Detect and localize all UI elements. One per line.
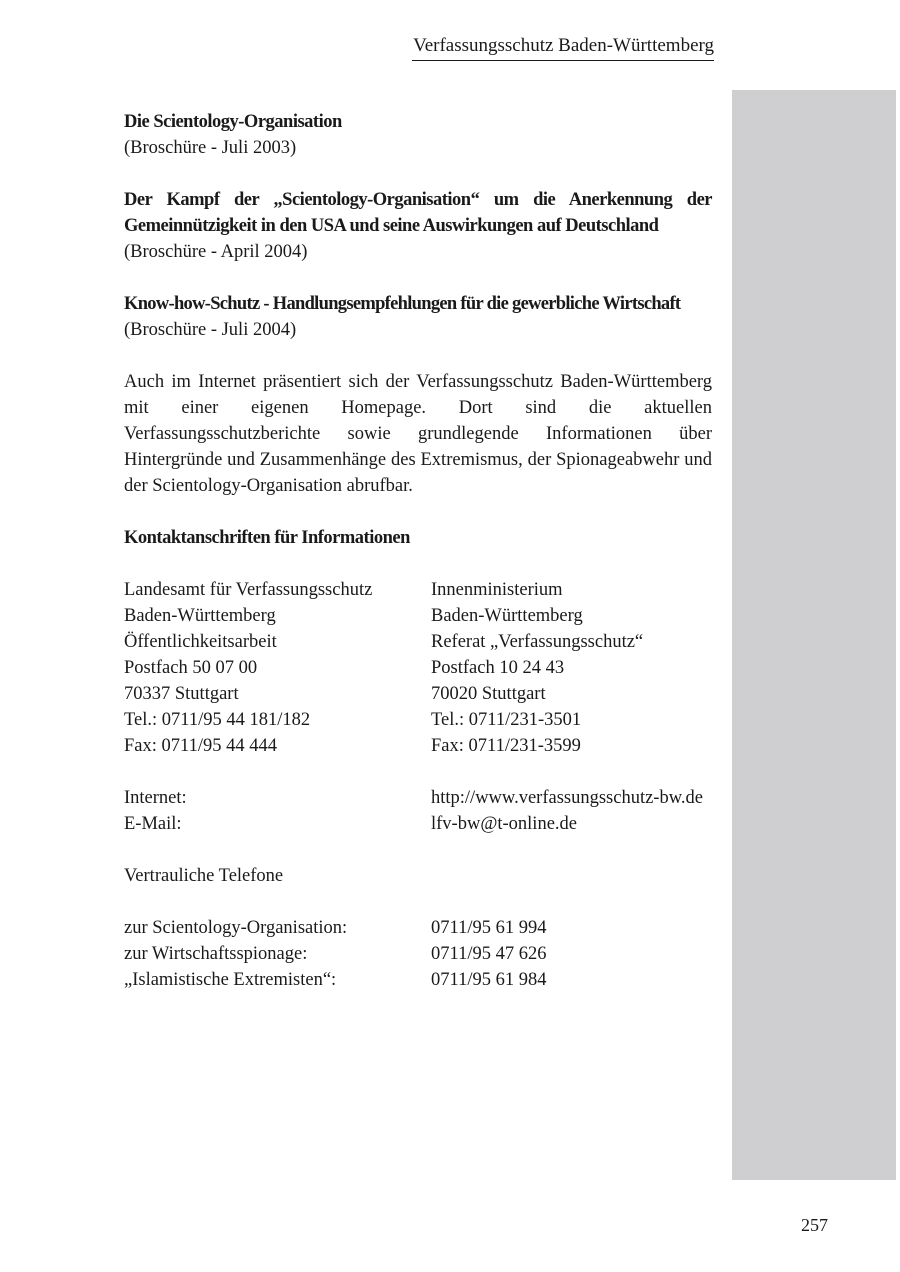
address-left-line: Baden-Württemberg — [124, 606, 276, 626]
internet-paragraph: Auch im Internet präsentiert sich der Verfassungsschutz Baden-Württemberg mit einer eigenen Homepage. Dort sind die aktuellen Verfassungsschutzberichte sowie grundlegende Informationen über Hintergründe und Zusammenhänge des Extremismus, der Spionageabwehr und der Scientology-Organisation abrufbar. — [124, 372, 712, 496]
spacer — [124, 889, 712, 915]
running-header: Verfassungsschutz Baden-Württemberg — [413, 35, 714, 56]
header-rule — [412, 60, 714, 61]
address-right-line: Referat „Verfassungsschutz“ — [431, 632, 644, 652]
publication-subtitle: (Broschüre - April 2004) — [124, 242, 308, 262]
address-left-line: Öffentlichkeitsarbeit — [124, 632, 277, 652]
online-row — [124, 785, 712, 811]
hotline-number: 0711/95 61 994 — [431, 918, 547, 938]
page-content — [124, 109, 712, 993]
page-number: 257 — [801, 1215, 828, 1235]
hotline-label: „Islamistische Extremisten“: — [124, 970, 337, 990]
address-right-line: 70020 Stuttgart — [431, 684, 546, 704]
address-row — [124, 707, 712, 733]
address-left-line: Postfach 50 07 00 — [124, 658, 258, 678]
address-row — [124, 733, 712, 759]
address-right-line: Baden-Württemberg — [431, 606, 583, 626]
contact-addresses — [124, 577, 712, 993]
address-left-line: Landesamt für Verfassungsschutz — [124, 580, 373, 600]
address-right-line: Fax: 0711/231-3599 — [431, 736, 581, 756]
publication-entry — [124, 109, 712, 161]
hotline-number: 0711/95 47 626 — [431, 944, 547, 964]
margin-gray-bar — [732, 90, 896, 1180]
hotline-row — [124, 967, 712, 993]
address-right-line: Innenministerium — [431, 580, 563, 600]
hotline-number: 0711/95 61 984 — [431, 970, 547, 990]
address-row — [124, 577, 712, 603]
publication-entry — [124, 291, 712, 343]
publication-title: Der Kampf der „Scientology-Organisation“ um die Anerkennung der Gemeinnützigkeit in den USA und seine Auswirkungen auf Deutschland — [124, 190, 712, 236]
address-left-line: 70337 Stuttgart — [124, 684, 239, 704]
publication-title: Die Scientology-Organisation — [124, 112, 342, 132]
address-left-line: Fax: 0711/95 44 444 — [124, 736, 277, 756]
online-label: E-Mail: — [124, 814, 182, 834]
email-address: lfv-bw@t-online.de — [431, 814, 577, 834]
spacer — [124, 759, 712, 785]
publication-title: Know-how-Schutz - Handlungsempfehlungen für die gewerbliche Wirtschaft — [124, 294, 681, 314]
publication-subtitle: (Broschüre - Juli 2003) — [124, 138, 297, 158]
hotline-label: zur Wirtschaftsspionage: — [124, 944, 308, 964]
address-row — [124, 655, 712, 681]
hotline-heading-row — [124, 863, 712, 889]
hotline-row — [124, 915, 712, 941]
address-right-line: Tel.: 0711/231-3501 — [431, 710, 582, 730]
hotline-row — [124, 941, 712, 967]
online-row — [124, 811, 712, 837]
address-row — [124, 629, 712, 655]
hotline-label: zur Scientology-Organisation: — [124, 918, 348, 938]
hotline-heading: Vertrauliche Telefone — [124, 866, 284, 886]
contacts-heading: Kontaktanschriften für Informationen — [124, 528, 410, 548]
online-label: Internet: — [124, 788, 187, 808]
publication-entry — [124, 187, 712, 265]
address-left-line: Tel.: 0711/95 44 181/182 — [124, 710, 311, 730]
spacer — [124, 837, 712, 863]
address-row — [124, 681, 712, 707]
address-right-line: Postfach 10 24 43 — [431, 658, 565, 678]
address-row — [124, 603, 712, 629]
publication-subtitle: (Broschüre - Juli 2004) — [124, 320, 297, 340]
website-url: http://www.verfassungsschutz-bw.de — [431, 788, 703, 808]
